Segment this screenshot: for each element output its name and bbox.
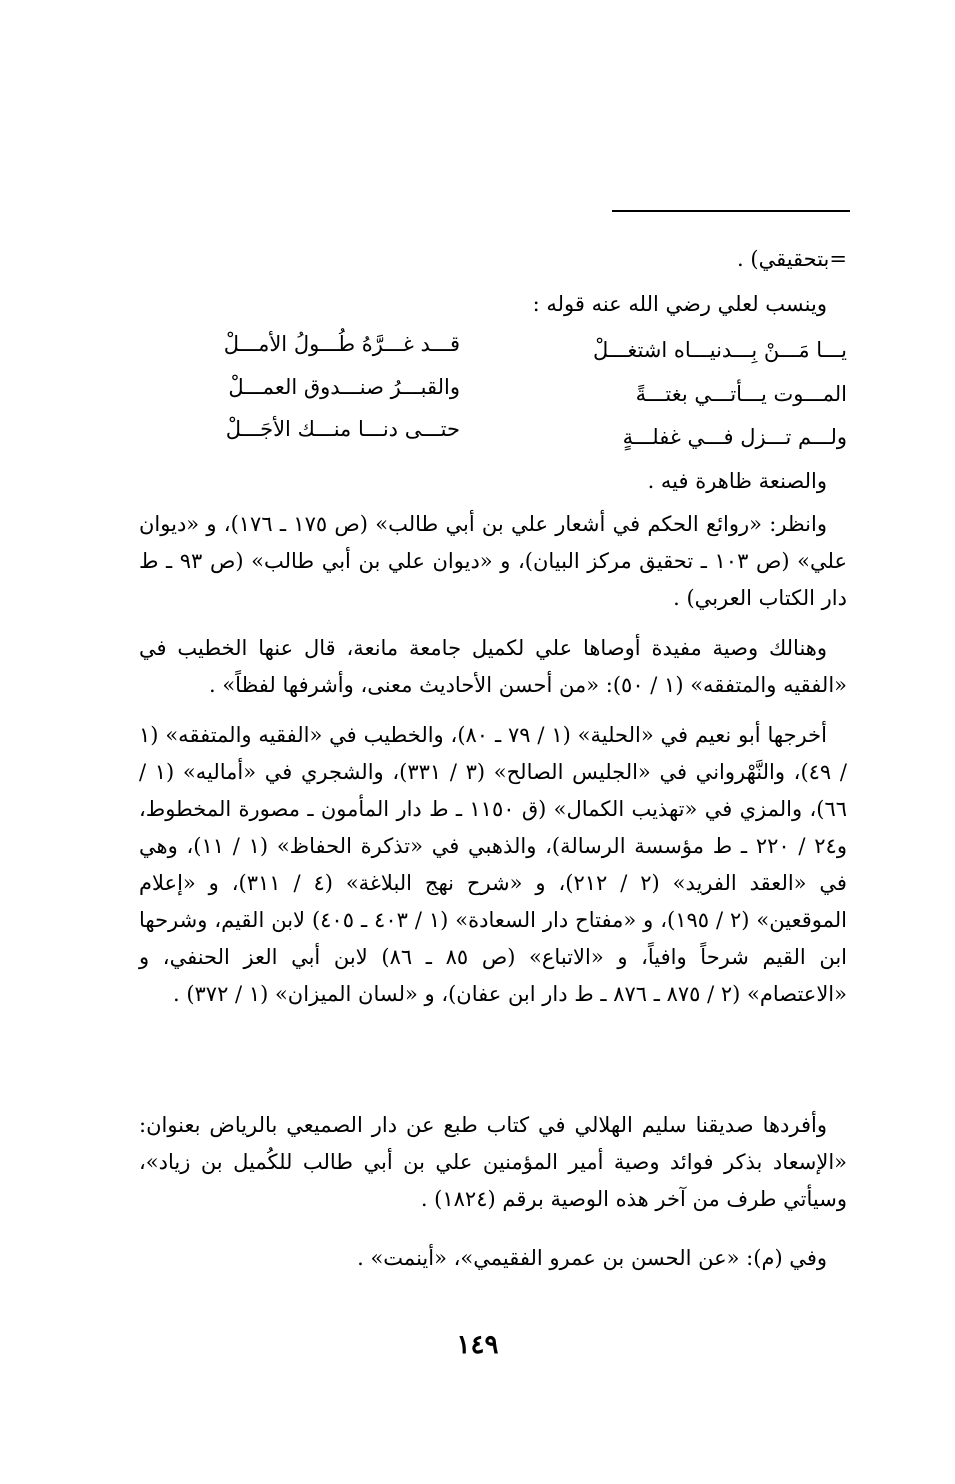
verse-1-second-hemistich: قـــد غـــرَّهُ طُـــولُ الأمـــلْ bbox=[223, 332, 460, 356]
footnote-remark: والصنعة ظاهرة فيه . bbox=[647, 469, 827, 493]
verse-2-first-hemistich: المـــوت يـــأتـــي بغتـــةً bbox=[635, 382, 847, 406]
verse-2-second-hemistich: والقبـــرُ صنـــدوق العمـــلْ bbox=[228, 375, 460, 399]
verse-3-first-hemistich: ولـــم تـــزل فـــي غفلـــةٍ bbox=[622, 425, 847, 449]
footnote-paragraph-4: وأفردها صديقنا سليم الهلالي في كتاب طبع عن دار الصميعي بالرياض بعنوان: «الإسعاد بذكر فوائد وصية أمير المؤمنين علي بن أبي طالب للكُميل بن زياد»، وسيأتي طرف من آخر هذه الوصية برقم (١٨٢٤) . bbox=[139, 1113, 847, 1211]
footnote-paragraph-1: وانظر: «روائع الحكم في أشعار علي بن أبي طالب» (ص ١٧٥ ـ ١٧٦)، و «ديوان علي» (ص ١٠٣ ـ تحقيق مركز البيان)، و «ديوان علي بن أبي طالب» (ص ٩٣ ـ ط دار الكتاب العربي) . bbox=[139, 512, 847, 610]
footnote-paragraph-5: وفي (م): «عن الحسن بن عمرو الفقيمي»، «أينمت» . bbox=[357, 1246, 827, 1270]
footnote-intro: وينسب لعلي رضي الله عنه قوله : bbox=[532, 292, 827, 316]
verse-1-first-hemistich: يـــا مَـــنْ بِـــدنيـــاه اشتغـــلْ bbox=[592, 338, 847, 362]
page-number: ١٤٩ bbox=[456, 1330, 499, 1360]
footnote-separator bbox=[612, 210, 850, 212]
footnote-paragraph-2: وهنالك وصية مفيدة أوصاها علي لكميل جامعة مانعة، قال عنها الخطيب في «الفقيه والمتفقه» (١ / ٥٠): «من أحسن الأحاديث معنى، وأشرفها لفظاً» . bbox=[139, 636, 847, 697]
verse-3-second-hemistich: حتـــى دنـــا منـــك الأجَـــلْ bbox=[225, 417, 460, 441]
footnote-paragraph-3: أخرجها أبو نعيم في «الحلية» (١ / ٧٩ ـ ٨٠)، والخطيب في «الفقيه والمتفقه» (١ / ٤٩)، والنَّهْرواني في «الجليس الصالح» (٣ / ٣٣١)، والشجري في «أماليه» (١ / ٦٦)، والمزي في «تهذيب الكمال» (ق ١١٥٠ ـ ط دار المأمون ـ مصورة المخطوط، و٢٤ / ٢٢٠ ـ ط مؤسسة الرسالة)، والذهبي في «تذكرة الحفاظ» (١ / ١١)، وهي في «العقد الفريد» (٢ / ٢١٢)، و «شرح نهج البلاغة» (٤ / ٣١١)، و «إعلام الموقعين» (٢ / ١٩٥)، و «مفتاح دار السعادة» (١ / ٤٠٣ ـ ٤٠٥) لابن القيم، وشرحها ابن القيم شرحاً وافياً، و «الاتباع» (ص ٨٥ ـ ٨٦) لابن أبي العز الحنفي، و «الاعتصام» (٢ / ٨٧٥ ـ ٨٧٦ ـ ط دار ابن عفان)، و «لسان الميزان» (١ / ٣٧٢) . bbox=[139, 723, 847, 1006]
footnote-continuation: =بتحقيقي) . bbox=[737, 247, 847, 271]
